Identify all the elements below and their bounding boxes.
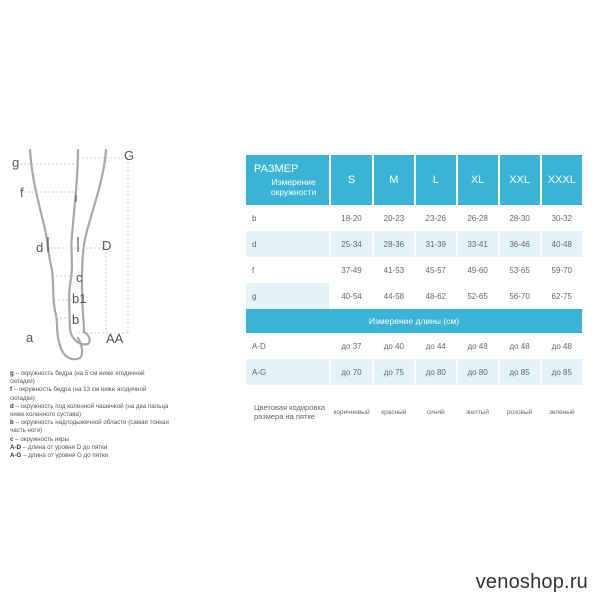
table-cell: до 48 bbox=[551, 341, 572, 351]
size-table bbox=[246, 155, 582, 439]
row-label: b bbox=[252, 213, 257, 223]
size-column-header: M bbox=[374, 155, 414, 205]
table-cell: 26-28 bbox=[467, 213, 488, 223]
table-cell: до 37 bbox=[341, 341, 362, 351]
row-label: A-D bbox=[252, 341, 266, 351]
table-cell: 18-20 bbox=[341, 213, 362, 223]
table-row bbox=[246, 231, 582, 257]
site-watermark: venoshop.ru bbox=[475, 571, 588, 593]
legend-item: g – окружность бедра (на 5 см ниже ягодичной складки) bbox=[10, 370, 145, 386]
table-cell: 62-75 bbox=[551, 291, 573, 301]
label-f: f bbox=[20, 185, 24, 200]
row-label: A-G bbox=[246, 359, 329, 385]
table-cell: 25-34 bbox=[331, 231, 372, 257]
table-cell: розовый bbox=[506, 408, 533, 416]
row-label: g bbox=[246, 283, 329, 309]
size-column-header: XXXL bbox=[542, 155, 582, 205]
table-cell: 40-54 bbox=[341, 291, 362, 301]
label-d: d bbox=[36, 240, 44, 255]
table-cell: 20-23 bbox=[383, 213, 405, 223]
length-section-header bbox=[246, 309, 582, 333]
table-cell: 28-30 bbox=[509, 213, 530, 223]
legend-item: A-G – длина от уровня G до пятки bbox=[10, 452, 109, 460]
table-cell: до 80 bbox=[416, 359, 456, 385]
table-cell: красный bbox=[381, 408, 407, 416]
color-coding-label: Цветовая кодировка размера на пятке bbox=[254, 403, 325, 421]
table-cell: до 85 bbox=[542, 359, 582, 385]
table-cell: 48-62 bbox=[425, 291, 446, 301]
table-cell: коричневый bbox=[333, 408, 370, 416]
row-label: f bbox=[252, 265, 255, 275]
table-cell: до 40 bbox=[383, 341, 404, 351]
label-c: c bbox=[76, 270, 83, 285]
table-cell: до 85 bbox=[500, 359, 540, 385]
label-D: D bbox=[102, 238, 112, 253]
legend-item: d – окружность под коленной чашечкой (на два пальца ниже коленного сустава) bbox=[10, 402, 169, 419]
table-cell: 23-26 bbox=[425, 213, 446, 223]
table-cell: 56-70 bbox=[509, 291, 530, 301]
legend-item: A-D – длина от уровня D до пятки bbox=[10, 443, 108, 451]
table-cell: до 48 bbox=[509, 341, 530, 351]
table-cell: 30-32 bbox=[551, 213, 573, 223]
table-cell: 44-58 bbox=[383, 291, 405, 301]
legend-item: f – окружность бедра (на 13 см ниже ягодичной складки) bbox=[10, 386, 147, 402]
legend-item: c – окружность икры bbox=[10, 435, 69, 443]
table-cell: 53-65 bbox=[509, 265, 530, 275]
table-cell: 41-53 bbox=[383, 265, 405, 275]
label-a: a bbox=[26, 330, 34, 345]
leg-measurement-diagram bbox=[8, 140, 158, 365]
table-cell: 49-60 bbox=[467, 265, 488, 275]
table-cell: 40-48 bbox=[542, 231, 582, 257]
size-column-header: S bbox=[331, 155, 372, 205]
circumference-label: Измерение окружности bbox=[270, 177, 317, 197]
table-cell: зеленый bbox=[548, 408, 575, 416]
table-cell: 45-57 bbox=[425, 265, 446, 275]
table-row bbox=[246, 257, 582, 283]
table-cell: 52-65 bbox=[467, 291, 488, 301]
label-AA: AA bbox=[106, 331, 124, 346]
table-cell: 33-41 bbox=[458, 231, 498, 257]
label-b: b bbox=[72, 312, 80, 327]
label-b1: b1 bbox=[72, 291, 87, 306]
row-label: d bbox=[246, 231, 329, 257]
table-cell: 31-39 bbox=[416, 231, 456, 257]
table-cell: 37-49 bbox=[341, 265, 362, 275]
label-g: g bbox=[12, 155, 20, 170]
table-cell: желтый bbox=[466, 408, 489, 416]
table-cell: до 48 bbox=[467, 341, 488, 351]
table-row bbox=[246, 333, 582, 359]
size-column-header: L bbox=[416, 155, 456, 205]
size-label: РАЗМЕР bbox=[254, 163, 299, 175]
table-cell: до 44 bbox=[425, 341, 446, 351]
table-cell: 59-70 bbox=[551, 265, 573, 275]
size-column-header: XXL bbox=[500, 155, 540, 205]
table-cell: до 75 bbox=[374, 359, 414, 385]
measurement-legend bbox=[10, 370, 170, 460]
table-row bbox=[246, 359, 582, 385]
table-cell: 36-46 bbox=[500, 231, 540, 257]
table-cell: до 70 bbox=[331, 359, 372, 385]
table-cell: до 80 bbox=[458, 359, 498, 385]
table-row bbox=[246, 385, 582, 439]
label-G: G bbox=[124, 148, 135, 163]
length-section-label: Измерение длины (см) bbox=[246, 309, 582, 333]
legend-item: b – окружность надлодыжечной области (самая тонкая часть ноги) bbox=[10, 419, 169, 435]
size-header-cell bbox=[246, 155, 329, 205]
table-cell: 28-36 bbox=[374, 231, 414, 257]
table-cell: синий bbox=[426, 408, 445, 416]
table-row bbox=[246, 283, 582, 309]
size-column-header: XL bbox=[458, 155, 498, 205]
table-row bbox=[246, 205, 582, 231]
